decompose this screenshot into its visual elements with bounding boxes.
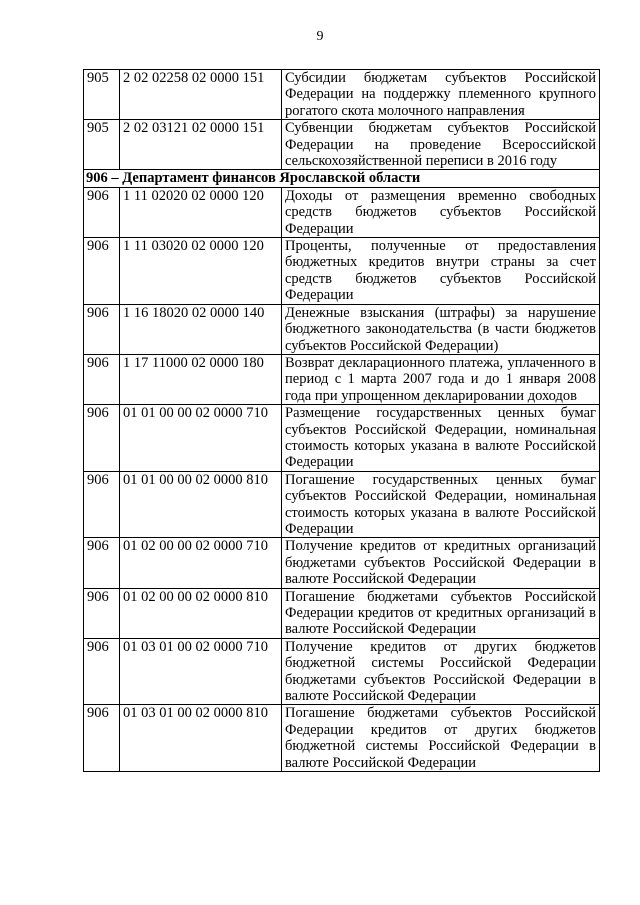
budget-classification-code-cell: 1 16 18020 02 0000 140 xyxy=(120,304,282,354)
revenue-name-cell: Получение кредитов от кредитных организаций бюджетами субъектов Российской Федерации в валюте Российской Федерации xyxy=(282,538,600,588)
revenue-name-cell: Погашение государственных ценных бумаг субъектов Российской Федерации, номинальная стоимость которых указана в валюте Российской Федерации xyxy=(282,471,600,538)
table-row xyxy=(84,588,600,638)
revenue-name-cell: Размещение государственных ценных бумаг субъектов Российской Федерации, номинальная стоимость которых указана в валюте Российской Федерации xyxy=(282,405,600,472)
table-row xyxy=(84,187,600,237)
revenue-name-cell: Субсидии бюджетам субъектов Российской Федерации на поддержку племенного крупного рогатого скота молочного направления xyxy=(282,70,600,120)
revenue-name-cell: Получение кредитов от других бюджетов бюджетной системы Российской Федерации бюджетами субъектов Российской Федерации в валюте Российской Федерации xyxy=(282,638,600,705)
revenue-name-cell: Доходы от размещения временно свободных средств бюджетов субъектов Российской Федерации xyxy=(282,187,600,237)
administrator-code-cell: 906 xyxy=(84,538,120,588)
table-row xyxy=(84,705,600,772)
revenue-name-cell: Проценты, полученные от предоставления бюджетных кредитов внутри страны за счет средств бюджетов субъектов Российской Федерации xyxy=(282,238,600,305)
administrator-code-cell: 905 xyxy=(84,120,120,170)
budget-classification-code-cell: 01 03 01 00 02 0000 710 xyxy=(120,638,282,705)
page-number: 9 xyxy=(316,29,324,44)
budget-classification-code-cell: 01 01 00 00 02 0000 710 xyxy=(120,405,282,472)
table-row xyxy=(84,238,600,305)
administrator-code-cell: 906 xyxy=(84,354,120,404)
table-row xyxy=(84,538,600,588)
table-row xyxy=(84,354,600,404)
table-row xyxy=(84,304,600,354)
budget-classification-code-cell: 2 02 03121 02 0000 151 xyxy=(120,120,282,170)
administrator-code-cell: 906 xyxy=(84,471,120,538)
administrator-code-cell: 906 xyxy=(84,304,120,354)
section-title: 906 – Департамент финансов Ярославской области xyxy=(84,170,600,187)
table-body xyxy=(84,70,600,772)
table-row xyxy=(84,70,600,120)
administrator-code-cell: 905 xyxy=(84,70,120,120)
budget-classification-code-cell: 2 02 02258 02 0000 151 xyxy=(120,70,282,120)
table-row xyxy=(84,471,600,538)
budget-classification-code-cell: 1 11 03020 02 0000 120 xyxy=(120,238,282,305)
administrator-code-cell: 906 xyxy=(84,187,120,237)
administrator-code-cell: 906 xyxy=(84,705,120,772)
revenue-name-cell: Погашение бюджетами субъектов Российской Федерации кредитов от кредитных организаций в валюте Российской Федерации xyxy=(282,588,600,638)
administrator-code-cell: 906 xyxy=(84,405,120,472)
budget-classification-code-cell: 01 01 00 00 02 0000 810 xyxy=(120,471,282,538)
revenue-name-cell: Возврат декларационного платежа, уплаченного в период с 1 марта 2007 года и до 1 января 2008 года при упрощенном декларировании доходов xyxy=(282,354,600,404)
table-row xyxy=(84,405,600,472)
budget-classification-code-cell: 01 03 01 00 02 0000 810 xyxy=(120,705,282,772)
table-row xyxy=(84,638,600,705)
administrator-code-cell: 906 xyxy=(84,638,120,705)
budget-classification-code-cell: 01 02 00 00 02 0000 710 xyxy=(120,538,282,588)
revenue-name-cell: Субвенции бюджетам субъектов Российской Федерации на проведение Всероссийской сельскохозяйственной переписи в 2016 году xyxy=(282,120,600,170)
administrator-code-cell: 906 xyxy=(84,588,120,638)
budget-classification-code-cell: 1 11 02020 02 0000 120 xyxy=(120,187,282,237)
budget-classification-code-cell: 01 02 00 00 02 0000 810 xyxy=(120,588,282,638)
section-header-row xyxy=(84,170,600,187)
revenue-name-cell: Погашение бюджетами субъектов Российской Федерации кредитов от других бюджетов бюджетной системы Российской Федерации в валюте Российской Федерации xyxy=(282,705,600,772)
administrator-code-cell: 906 xyxy=(84,238,120,305)
budget-codes-table xyxy=(83,69,600,772)
table-row xyxy=(84,120,600,170)
budget-classification-code-cell: 1 17 11000 02 0000 180 xyxy=(120,354,282,404)
revenue-name-cell: Денежные взыскания (штрафы) за нарушение бюджетного законодательства (в части бюджетов субъектов Российской Федерации) xyxy=(282,304,600,354)
